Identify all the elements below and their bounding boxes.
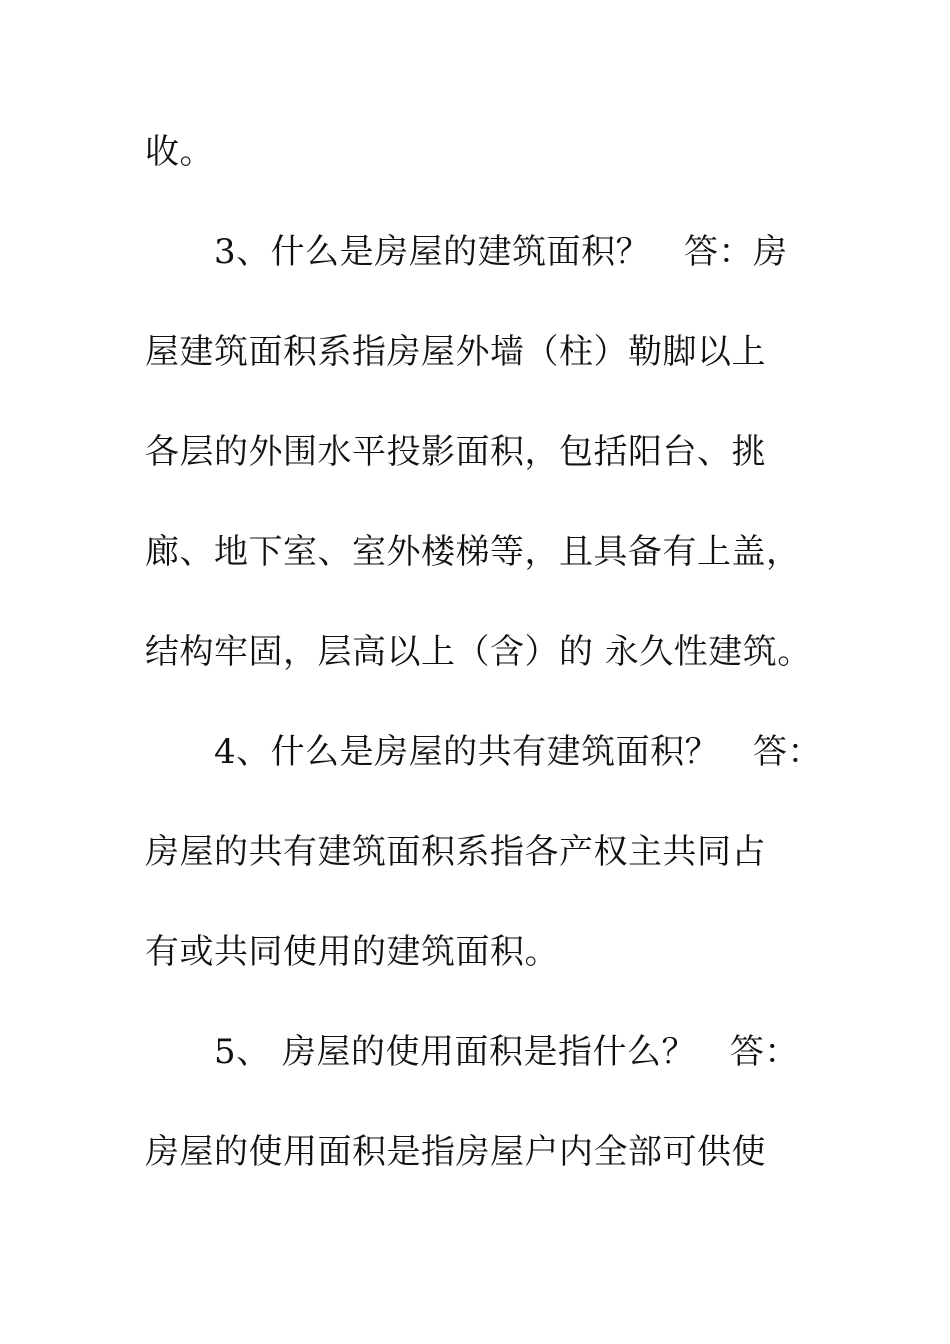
text-line-3: 屋建筑面积系指房屋外墙（柱）勒脚以上 (145, 332, 766, 372)
question-5-line: 5、 房屋的使用面积是指什么？ 答： (214, 1032, 799, 1072)
text-line-8: 房屋的共有建筑面积系指各产权主共同占 (145, 832, 766, 872)
text-line-11: 房屋的使用面积是指房屋户内全部可供使 (145, 1132, 766, 1172)
text-line-1: 收。 (145, 132, 214, 172)
text-line-5: 廊、地下室、室外楼梯等，且具备有上盖， (145, 532, 801, 572)
question-4-line: 4、什么是房屋的共有建筑面积？ 答： (214, 732, 823, 772)
question-3-line: 3、什么是房屋的建筑面积？ 答：房 (214, 232, 788, 272)
text-line-6: 结构牢固，层高以上（含）的 永久性建筑。 (145, 632, 812, 672)
text-line-9: 有或共同使用的建筑面积。 (145, 932, 559, 972)
text-line-4: 各层的外围水平投影面积，包括阳台、挑 (145, 432, 766, 472)
